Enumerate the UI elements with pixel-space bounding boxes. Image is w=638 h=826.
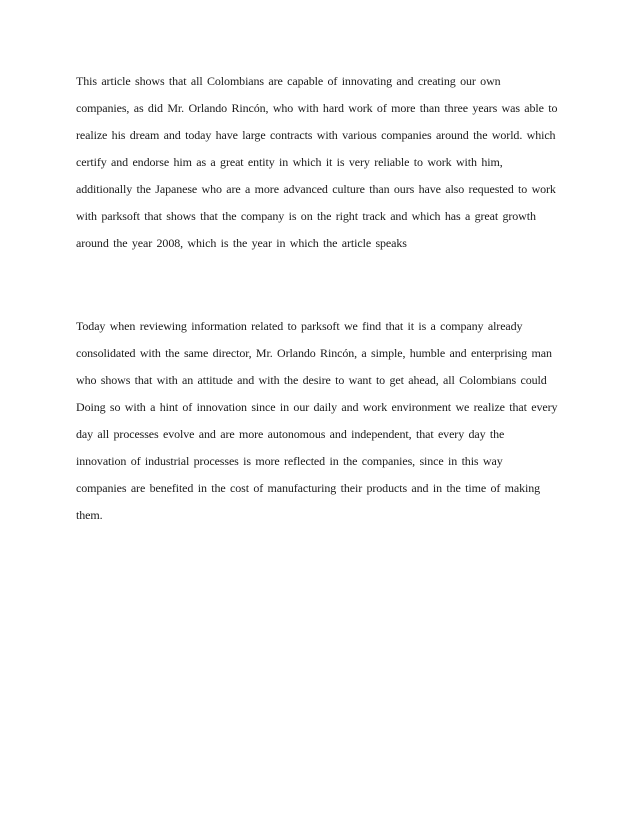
paragraph-line: certify and endorse him as a great entity in which it is very reliable to work with him, [76,155,503,169]
paragraph-line: around the year 2008, which is the year in which the article speaks [76,236,407,250]
paragraph-line: innovation of industrial processes is more reflected in the companies, since in this way [76,454,503,468]
paragraph-line: Doing so with a hint of innovation since in our daily and work environment we realize that every [76,400,558,414]
paragraph-line: additionally the Japanese who are a more advanced culture than ours have also requested to work [76,182,556,196]
paragraph-line: companies are benefited in the cost of manufacturing their products and in the time of making [76,481,541,495]
paragraph-line: consolidated with the same director, Mr. Orlando Rincón, a simple, humble and enterprising man [76,346,552,360]
paragraph-line: with parksoft that shows that the company is on the right track and which has a great growth [76,209,536,223]
paragraph-line: day all processes evolve and are more autonomous and independent, that every day the [76,427,505,441]
paragraph-line: who shows that with an attitude and with the desire to want to get ahead, all Colombians could [76,373,547,387]
paragraph-line: Today when reviewing information related to parksoft we find that it is a company already [76,319,523,333]
paragraph-line: This article shows that all Colombians are capable of innovating and creating our own [76,74,501,88]
paragraph-line: realize his dream and today have large contracts with various companies around the world. which [76,128,556,142]
paragraph-line: companies, as did Mr. Orlando Rincón, who with hard work of more than three years was able to [76,101,558,115]
paragraph-line: them. [76,508,103,522]
